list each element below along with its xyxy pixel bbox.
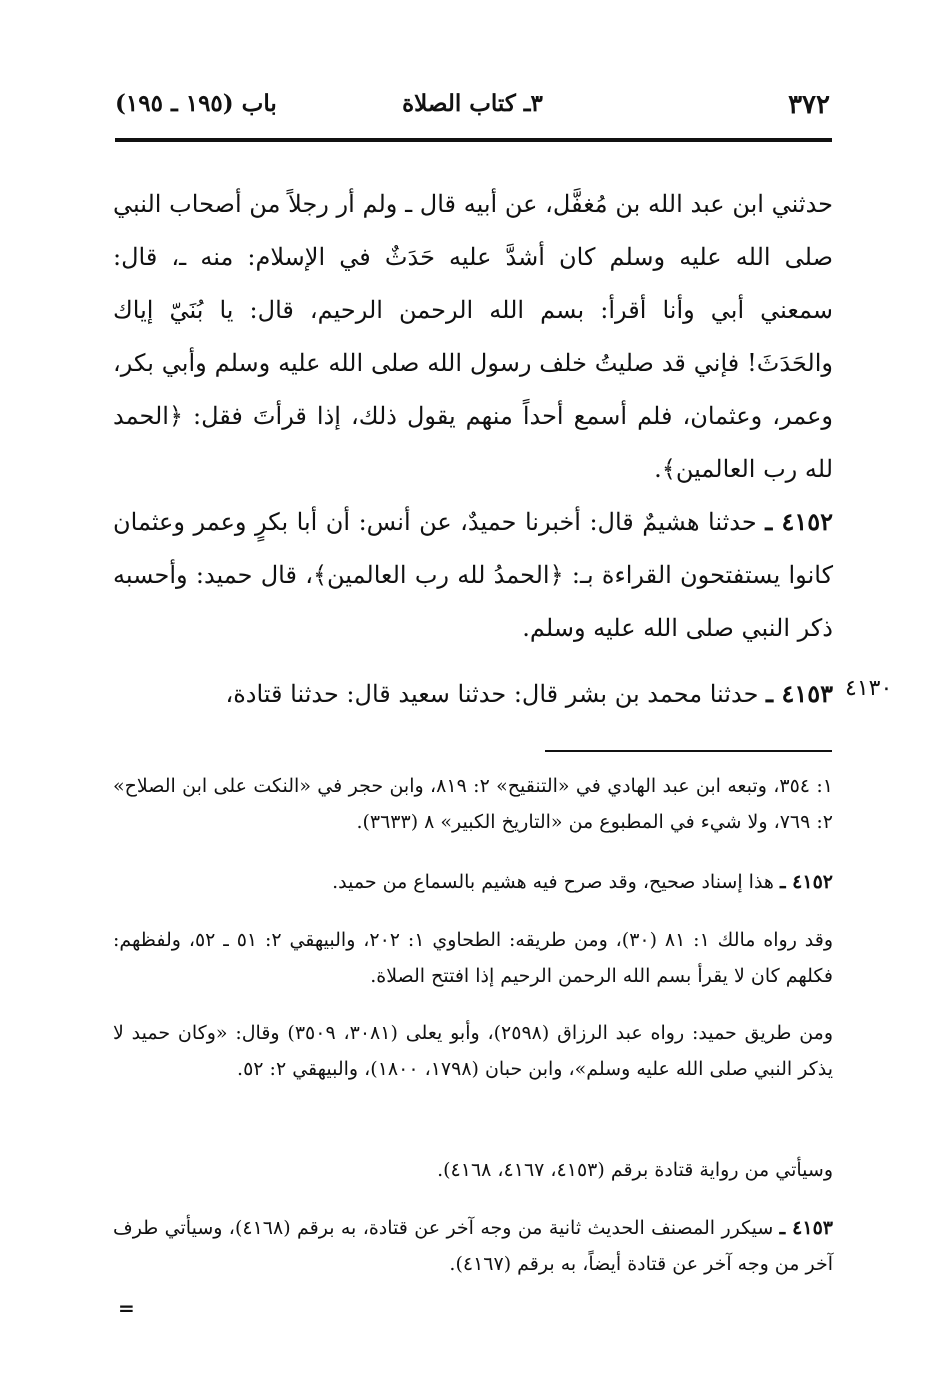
hadith-text-continued: حدثني ابن عبد الله بن مُغفَّل، عن أبيه قال ـ ولم أر رجلاً من أصحاب النبي صلى الله عليه وسلم كان أشدَّ عليه حَدَثٌ في الإسلام: منه ـ، قال: سمعني أبي وأنا أقرأ: بسم الله الرحمن الرحيم، قال: يا بُنَيّ إياك والحَدَثَ! فإني قد صليتُ خلف رسول الله صلى الله عليه وسلم وأبي بكر، وعمر، وعثمان، فلم أسمع أحداً منهم يقول ذلك، إذا قرأتَ فقل: ﴿الحمد لله رب العالمين﴾. [113, 190, 833, 483]
hadith-number: ٤١٥٢ ـ [765, 507, 833, 536]
footnote-4153 [113, 1210, 833, 1282]
footnote-number: ٤١٥٢ ـ [779, 871, 833, 893]
hadith-number: ٤١٥٣ ـ [766, 679, 833, 708]
footnote-qatada: وسيأتي من رواية قتادة برقم (٤١٥٣، ٤١٦٧، ٤١٦٨). [437, 1159, 833, 1181]
header-rule [115, 138, 832, 142]
footnote-4152 [113, 864, 833, 900]
chapter-title: باب (١٩٥ ـ ١٩٥) [115, 90, 277, 117]
running-header [115, 90, 830, 134]
footnote-text: هذا إسناد صحيح، وقد صرح فيه هشيم بالسماع من حميد. [332, 871, 780, 893]
footnote-humaid: ومن طريق حميد: رواه عبد الرزاق (٢٥٩٨)، وأبو يعلى (٣٠٨١، ٣٥٠٩) وقال: «وكان حميد لا يذكر النبي صلى الله عليه وسلم»، وابن حبان (١٧٩٨، ١٨٠٠)، والبيهقي ٢: ٥٢. [113, 1022, 834, 1080]
margin-reference-number: ٤١٣٠ [845, 676, 893, 701]
page-number: ٣٧٢ [788, 90, 830, 120]
hadith-4152 [113, 495, 833, 655]
book-title: ٣ـ كتاب الصلاة [402, 90, 543, 117]
footnote-malik: وقد رواه مالك ١: ٨١ (٣٠)، ومن طريقه: الطحاوي ١: ٢٠٢، والبيهقي ٢: ٥١ ـ ٥٢، ولفظهم: فكلهم كان لا يقرأ بسم الله الرحمن الرحيم إذا افتتح الصلاة. [113, 929, 833, 987]
hadith-4153 [113, 667, 833, 721]
hadith-text: حدثنا هشيمٌ قال: أخبرنا حميدٌ، عن أنس: أن أبا بكرٍ وعمر وعثمان كانوا يستفتحون القراءة بـ: ﴿الحمدُ لله رب العالمين﴾، قال حميد: وأحسبه ذكر النبي صلى الله عليه وسلم. [113, 508, 834, 642]
footnote-separator [545, 750, 832, 752]
continuation-mark: = [118, 1296, 135, 1320]
footnote-number: ٤١٥٣ ـ [779, 1217, 833, 1239]
footnote-text: سيكرر المصنف الحديث ثانية من وجه آخر عن قتادة، به برقم (٤١٦٨)، وسيأتي طرف آخر من وجه آخر عن قتادة أيضاً، به برقم (٤١٦٧). [113, 1217, 833, 1275]
footnote-continued: ١: ٣٥٤، وتبعه ابن عبد الهادي في «التنقيح» ٢: ٨١٩، وابن حجر في «النكت على ابن الصلاح» ٢: ٧٦٩، ولا شيء في المطبوع من «التاريخ الكبير» ٨ (٣٦٣٣). [113, 775, 833, 833]
hadith-text: حدثنا محمد بن بشر قال: حدثنا سعيد قال: حدثنا قتادة، [225, 680, 767, 708]
